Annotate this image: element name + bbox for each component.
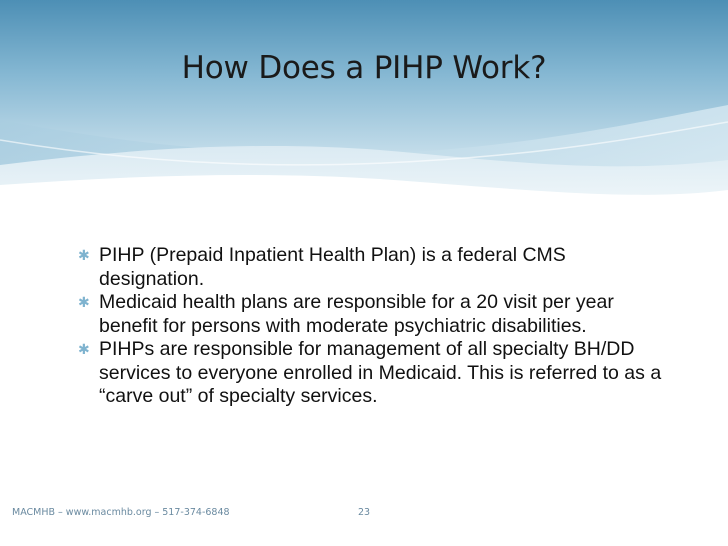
bullet-item xyxy=(72,338,672,409)
footer-contact: MACMHB – www.macmhb.org – 517-374-6848 xyxy=(12,507,230,518)
page-number: 23 xyxy=(358,507,371,518)
asterisk-icon: ✱ xyxy=(78,294,90,310)
bullet-item xyxy=(72,291,672,338)
bullet-text: PIHPs are responsible for management of all specialty BH/DD services to everyone enrolled in Medicaid. This is referred to as a “carve out” of specialty services. xyxy=(99,338,662,407)
header-wave-background xyxy=(0,0,728,215)
asterisk-icon: ✱ xyxy=(78,341,90,357)
bullet-text: PIHP (Prepaid Inpatient Health Plan) is a federal CMS designation. xyxy=(99,244,566,290)
bullet-item xyxy=(72,244,672,291)
bullet-list xyxy=(72,244,672,409)
asterisk-icon: ✱ xyxy=(78,247,90,263)
slide-title: How Does a PIHP Work? xyxy=(181,50,547,86)
bullet-text: Medicaid health plans are responsible for a 20 visit per year benefit for persons with moderate psychiatric disabilities. xyxy=(99,291,614,337)
